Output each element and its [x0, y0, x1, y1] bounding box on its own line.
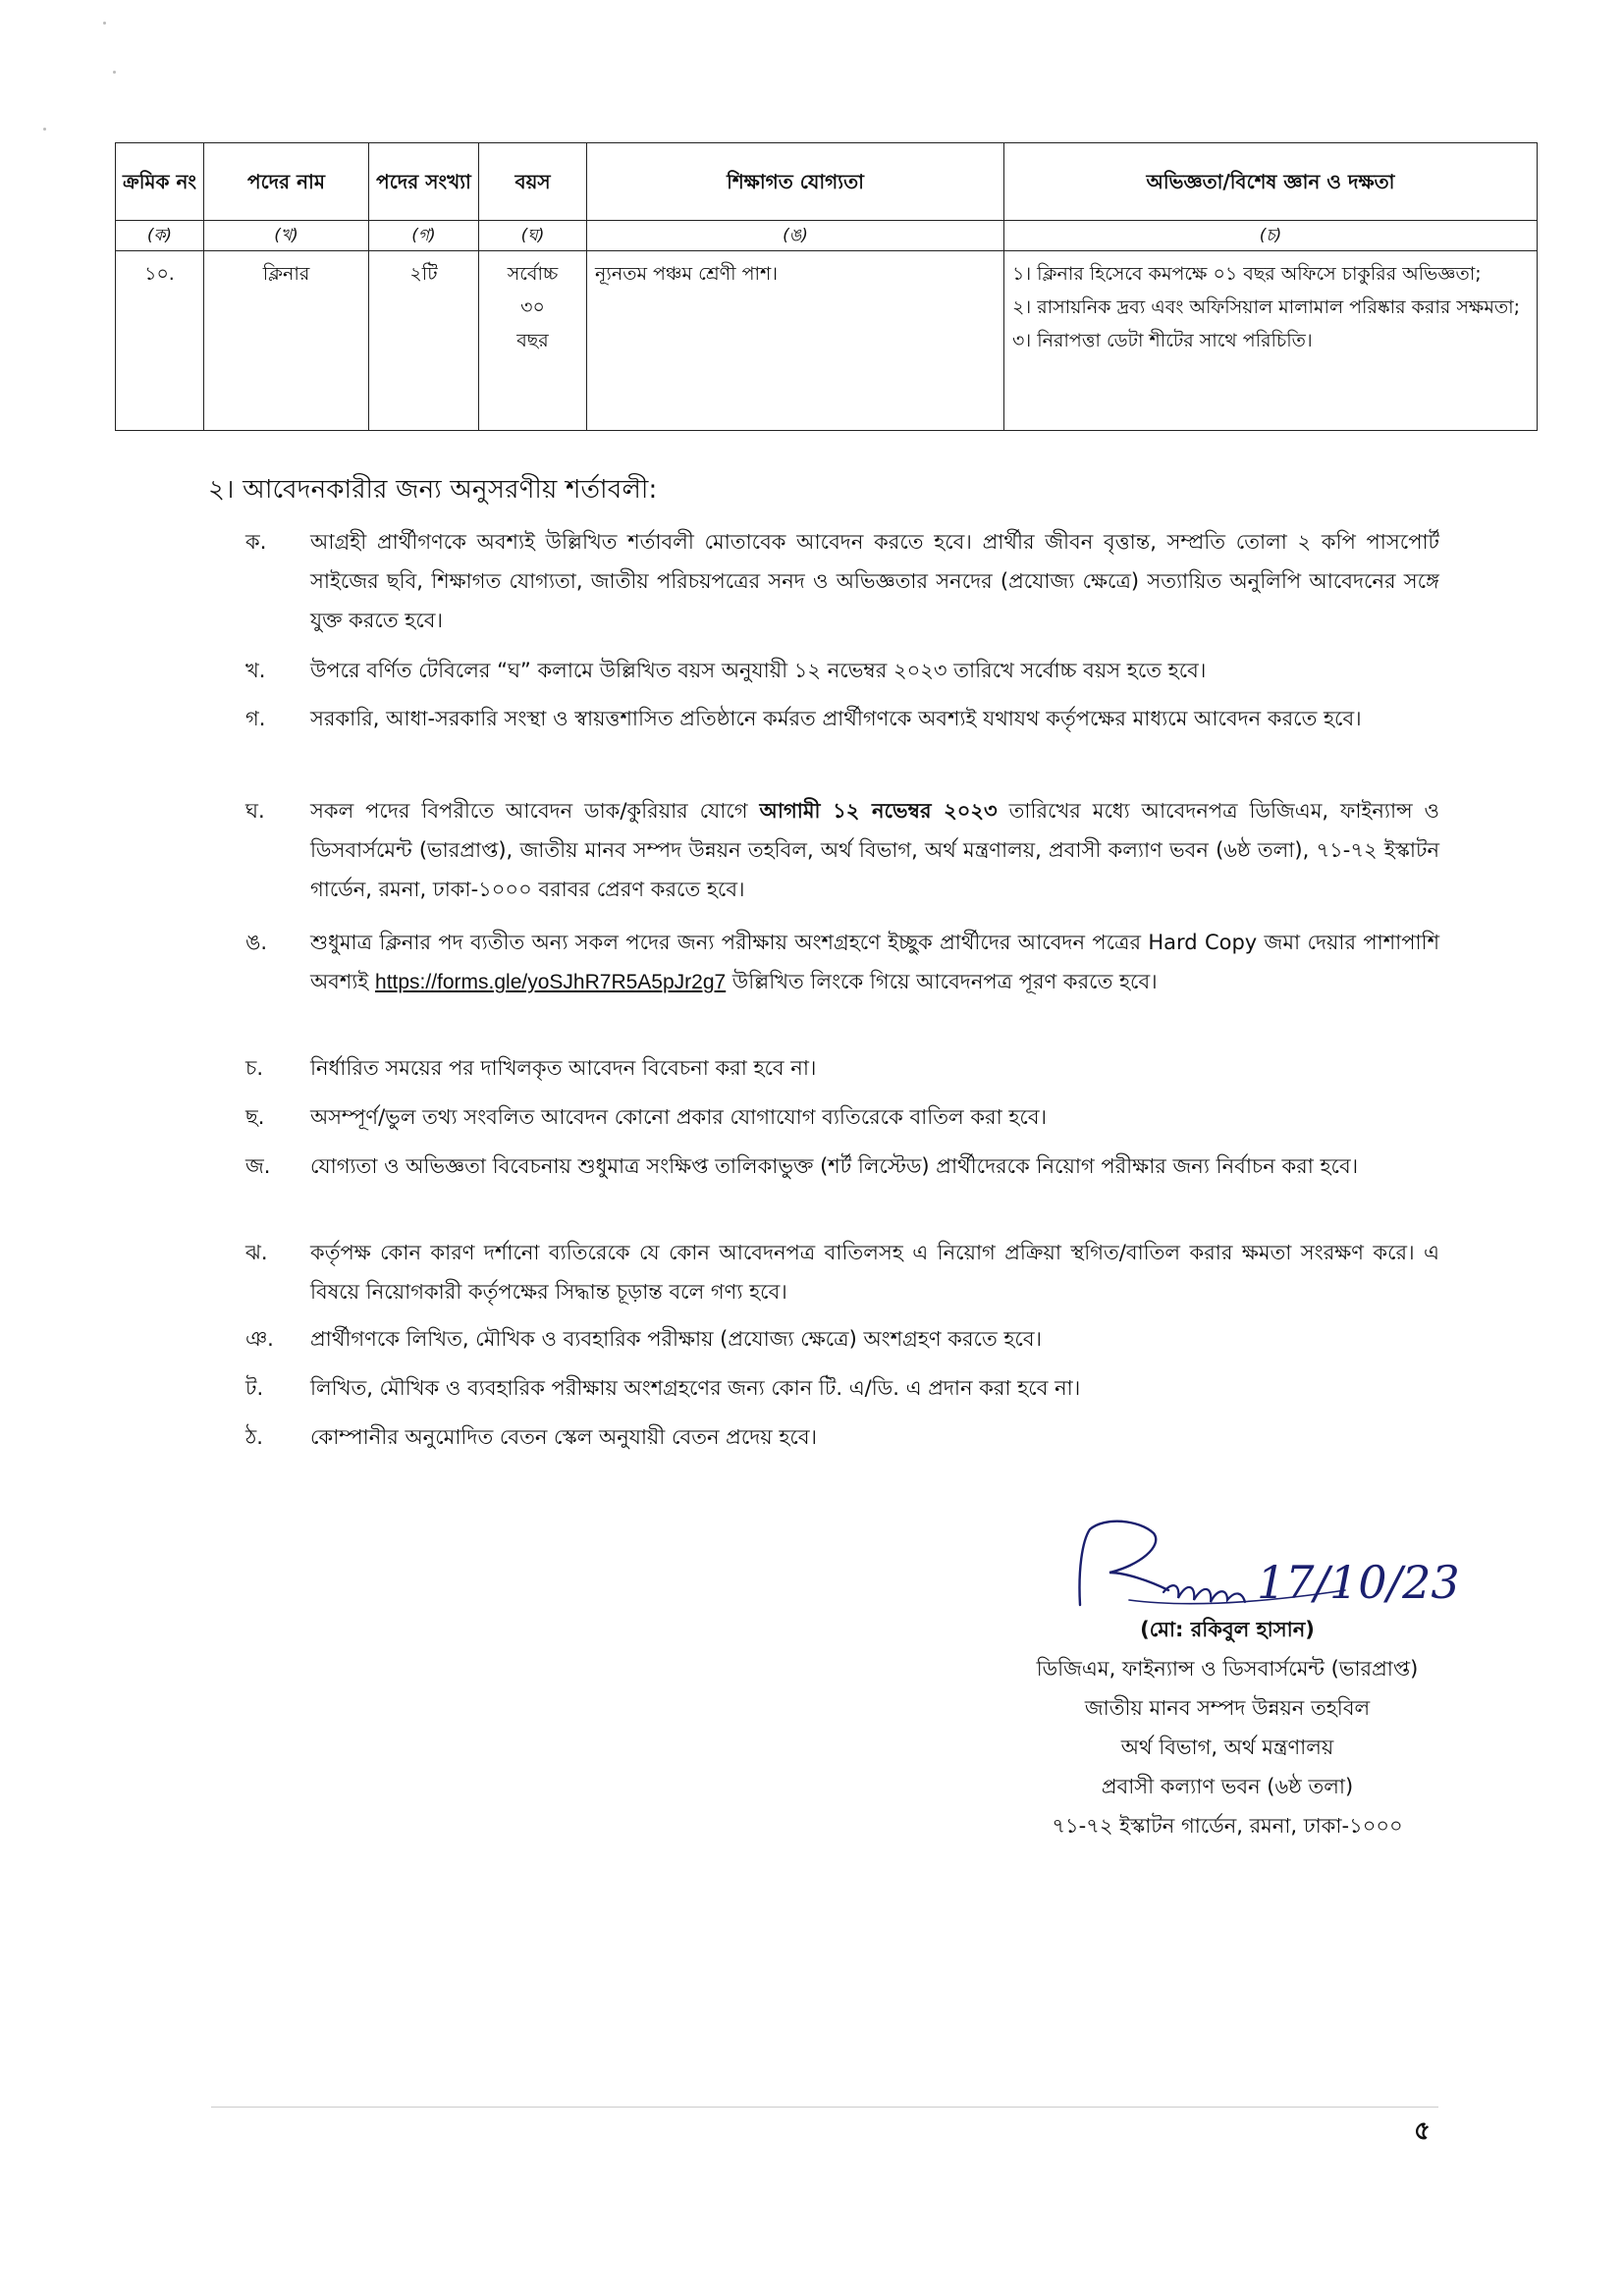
- signatory-organization: জাতীয় মানব সম্পদ উন্নয়ন তহবিল: [1084, 1696, 1371, 1720]
- condition-marker: ঙ.: [245, 931, 268, 954]
- condition-text: [310, 923, 1439, 1002]
- condition-text: অসম্পূর্ণ/ভুল তথ্য সংবলিত আবেদন কোনো প্রকার যোগাযোগ ব্যতিরেকে বাতিল করা হবে।: [310, 1105, 1048, 1129]
- posts-table: [115, 142, 1538, 431]
- column-marker: (ক): [116, 221, 204, 251]
- condition-marker: ট.: [245, 1376, 264, 1400]
- age-line: সর্বোচ্চ: [507, 263, 559, 285]
- cell-serial: ১০.: [116, 251, 204, 431]
- condition-marker: গ.: [245, 707, 266, 730]
- footer-divider: [211, 2107, 1438, 2108]
- column-marker: (ঙ): [587, 221, 1004, 251]
- condition-text-part: শুধুমাত্র ক্লিনার পদ ব্যতীত অন্য সকল পদের জন্য পরীক্ষায় অংশগ্রহণে ইচ্ছুক প্রার্থীদের আবেদন পত্রের Hard Copy জমা দেয়ার পাশাপাশি অবশ্যই: [310, 931, 1439, 993]
- condition-text: আগ্রহী প্রার্থীগণকে অবশ্যই উল্লিখিত শর্তাবলী মোতাবেক আবেদন করতে হবে। প্রার্থীর জীবন বৃত্তান্ত, সম্প্রতি তোলা ২ কপি পাসপোর্ট সাইজের ছবি, শিক্ষাগত যোগ্যতা, জাতীয় পরিচয়পত্রের সনদ ও অভিজ্ঞতার সনদের (প্রযোজ্য ক্ষেত্রে) সত্যায়িত অনুলিপি আবেদনের সঙ্গে যুক্ত করতে হবে।: [310, 530, 1439, 632]
- condition-marker: ঠ.: [245, 1425, 263, 1449]
- header-education: শিক্ষাগত যোগ্যতা: [587, 143, 1004, 221]
- column-marker: (ঘ): [479, 221, 587, 251]
- header-post-name: পদের নাম: [204, 143, 369, 221]
- header-post-count: পদের সংখ্যা: [369, 143, 479, 221]
- scan-speck: [113, 71, 116, 74]
- condition-text: কোম্পানীর অনুমোদিত বেতন স্কেল অনুযায়ী বেতন প্রদেয় হবে।: [310, 1425, 818, 1449]
- handwritten-date: 17/10/23: [1257, 1556, 1460, 1609]
- cell-age: [479, 251, 587, 431]
- condition-text: উপরে বর্ণিত টেবিলের “ঘ” কলামে উল্লিখিত বয়স অনুযায়ী ১২ নভেম্বর ২০২৩ তারিখে সর্বোচ্চ বয়স হতে হবে।: [310, 659, 1207, 682]
- condition-text-part: উল্লিখিত লিংকে গিয়ে আবেদনপত্র পূরণ করতে হবে।: [731, 970, 1158, 993]
- scan-speck: [103, 22, 106, 25]
- condition-text: কর্তৃপক্ষ কোন কারণ দর্শানো ব্যতিরেকে যে কোন আবেদনপত্র বাতিলসহ এ নিয়োগ প্রক্রিয়া স্থগিত/বাতিল করার ক্ষমতা সংরক্ষণ করে। এ বিষয়ে নিয়োগকারী কর্তৃপক্ষের সিদ্ধান্ত চূড়ান্ত বলে গণ্য হবে।: [310, 1241, 1439, 1304]
- signatory-name: (মো: রকিবুল হাসান): [1140, 1618, 1315, 1641]
- column-marker-row: [116, 221, 1538, 251]
- cell-experience: [1004, 251, 1538, 431]
- condition-text: সরকারি, আধা-সরকারি সংস্থা ও স্বায়ত্তশাসিত প্রতিষ্ঠানে কর্মরত প্রার্থীগণকে অবশ্যই যথাযথ কর্তৃপক্ষের মাধ্যমে আবেদন করতে হবে।: [310, 707, 1362, 730]
- experience-item: ২। রাসায়নিক দ্রব্য এবং অফিসিয়াল মালামাল পরিষ্কার করার সক্ষমতা;: [1012, 296, 1521, 318]
- column-marker: (খ): [204, 221, 369, 251]
- cell-education: ন্যূনতম পঞ্চম শ্রেণী পাশ।: [587, 251, 1004, 431]
- page-number: ৫: [1414, 2116, 1431, 2146]
- column-marker: (চ): [1004, 221, 1538, 251]
- age-line: ৩০: [520, 296, 545, 318]
- condition-marker: খ.: [245, 659, 266, 682]
- condition-text: লিখিত, মৌখিক ও ব্যবহারিক পরীক্ষায় অংশগ্রহণের জন্য কোন টি. এ/ডি. এ প্রদান করা হবে না।: [310, 1376, 1081, 1400]
- condition-text-part: তারিখের মধ্যে আবেদনপত্র ডিজিএম, ফাইন্যান্স ও ডিসবার্সমেন্ট (ভারপ্রাপ্ত), জাতীয় মানব সম্পদ উন্নয়ন তহবিল, অর্থ বিভাগ, অর্থ মন্ত্রণালয়, প্রবাসী কল্যাণ ভবন (৬ষ্ঠ তলা), ৭১-৭২ ইস্কাটন গার্ডেন, রমনা, ঢাকা-১০০০ বরাবর প্রেরণ করতে হবে।: [310, 799, 1439, 901]
- signatory-building: প্রবাসী কল্যাণ ভবন (৬ষ্ঠ তলা): [1101, 1775, 1354, 1798]
- condition-marker: ঞ.: [245, 1327, 274, 1351]
- column-marker: (গ): [369, 221, 479, 251]
- conditions-title: ২। আবেদনকারীর জন্য অনুসরণীয় শর্তাবলী:: [208, 475, 658, 505]
- condition-text: প্রার্থীগণকে লিখিত, মৌখিক ও ব্যবহারিক পরীক্ষায় (প্রযোজ্য ক্ষেত্রে) অংশগ্রহণ করতে হবে।: [310, 1327, 1043, 1351]
- condition-marker: ঘ.: [245, 799, 265, 823]
- header-experience: অভিজ্ঞতা/বিশেষ জ্ঞান ও দক্ষতা: [1004, 143, 1538, 221]
- condition-text: [310, 791, 1439, 909]
- experience-item: ৩। নিরাপত্তা ডেটা শীটের সাথে পরিচিতি।: [1012, 330, 1313, 351]
- table-header-row: [116, 143, 1538, 221]
- condition-text: নির্ধারিত সময়ের পর দাখিলকৃত আবেদন বিবেচনা করা হবে না।: [310, 1056, 817, 1080]
- cell-post-count: ২টি: [369, 251, 479, 431]
- scan-speck: [43, 128, 46, 131]
- condition-marker: ক.: [245, 530, 267, 554]
- signatory-block: [884, 1610, 1571, 1845]
- header-serial: ক্রমিক নং: [116, 143, 204, 221]
- signatory-division: অর্থ বিভাগ, অর্থ মন্ত্রণালয়: [1120, 1735, 1334, 1759]
- header-age: বয়স: [479, 143, 587, 221]
- application-form-link[interactable]: https://forms.gle/yoSJhR7R5A5pJr2g7: [375, 971, 727, 993]
- condition-marker: চ.: [245, 1056, 264, 1080]
- cell-post-name: ক্লিনার: [204, 251, 369, 431]
- condition-marker: জ.: [245, 1154, 271, 1178]
- signatory-designation: ডিজিএম, ফাইন্যান্স ও ডিসবার্সমেন্ট (ভারপ্রাপ্ত): [1036, 1657, 1419, 1681]
- signatory-address: ৭১-৭২ ইস্কাটন গার্ডেন, রমনা, ঢাকা-১০০০: [1052, 1814, 1403, 1838]
- table-row: [116, 251, 1538, 431]
- age-line: বছর: [516, 330, 549, 351]
- experience-item: ১। ক্লিনার হিসেবে কমপক্ষে ০১ বছর অফিসে চাকুরির অভিজ্ঞতা;: [1012, 263, 1482, 285]
- condition-text: যোগ্যতা ও অভিজ্ঞতা বিবেচনায় শুধুমাত্র সংক্ষিপ্ত তালিকাভুক্ত (শর্ট লিস্টেড) প্রার্থীদেরকে নিয়োগ পরীক্ষার জন্য নির্বাচন করা হবে।: [310, 1154, 1359, 1178]
- condition-marker: ছ.: [245, 1105, 265, 1129]
- condition-text-part: সকল পদের বিপরীতে আবেদন ডাক/কুরিয়ার যোগে: [310, 799, 748, 823]
- condition-marker: ঝ.: [245, 1241, 268, 1264]
- deadline-date: আগামী ১২ নভেম্বর ২০২৩: [759, 799, 998, 823]
